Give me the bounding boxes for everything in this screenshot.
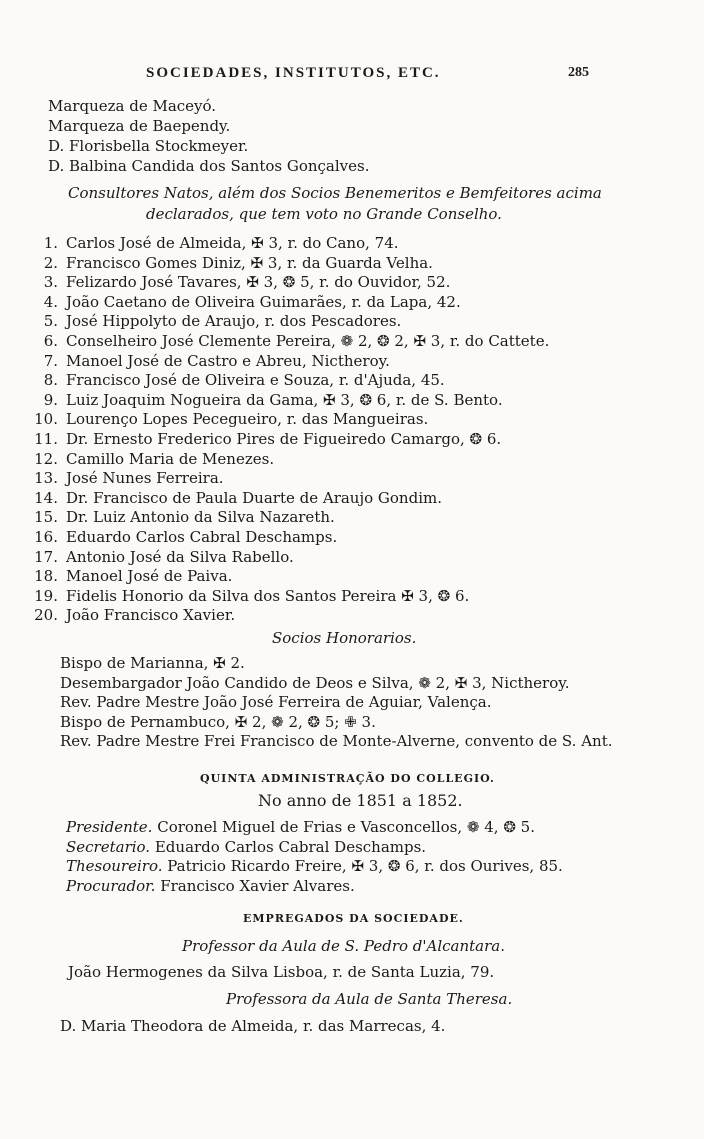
admin-role: Presidente. — [66, 818, 153, 836]
honorario-item: Rev. Padre Mestre João José Ferreira de Aguiar, Valença. — [60, 693, 492, 711]
honorario-item: Desembargador João Candido de Deos e Silva, ❁ 2, ✠ 3, Nictheroy. — [60, 673, 570, 692]
item-text: Conselheiro José Clemente Pereira, ❁ 2, ❂ 2, ✠ 3, r. do Cattete. — [66, 332, 550, 350]
item-number: 15. — [34, 508, 58, 527]
item-number: 17. — [34, 547, 58, 566]
consultor-item — [30, 469, 224, 487]
item-number: 13. — [34, 469, 58, 488]
member-line: Marqueza de Baependy. — [48, 117, 231, 135]
consultor-item — [30, 567, 232, 585]
empregados-heading: EMPREGADOS DA SOCIEDADE. — [243, 912, 464, 925]
item-number: 19. — [34, 586, 58, 605]
consultor-item — [30, 489, 442, 507]
admin-text: Patricio Ricardo Freire, ✠ 3, ❂ 6, r. dos Ourives, 85. — [167, 857, 563, 875]
item-text: Antonio José da Silva Rabello. — [66, 547, 294, 566]
consultores-heading-cont: declarados, que tem voto no Grande Conselho. — [146, 205, 502, 223]
item-number: 3. — [43, 273, 58, 292]
consultor-item — [30, 293, 461, 311]
item-text: José Hippolyto de Araujo, r. dos Pescadores. — [66, 312, 402, 331]
page-number: 285 — [568, 65, 589, 80]
consultor-item — [30, 508, 335, 526]
item-number: 20. — [34, 606, 58, 625]
professor-entry: João Hermogenes da Silva Lisboa, r. de Santa Luzia, 79. — [68, 963, 495, 981]
consultor-item — [30, 548, 294, 566]
item-number: 9. — [43, 390, 58, 409]
professora-heading: Professora da Aula de Santa Theresa. — [226, 990, 513, 1008]
item-number: 1. — [43, 234, 58, 252]
consultor-item — [30, 391, 503, 409]
consultor-item — [30, 587, 469, 605]
item-number: 5. — [43, 312, 58, 331]
admin-text: Coronel Miguel de Frias e Vasconcellos, ❁ 4, ❂ 5. — [157, 818, 535, 836]
honorarios-heading: Socios Honorarios. — [272, 629, 417, 647]
administracao-heading: QUINTA ADMINISTRAÇÃO DO COLLEGIO. — [200, 772, 495, 785]
professora-entry: D. Maria Theodora de Almeida, r. das Marrecas, 4. — [60, 1017, 446, 1035]
item-text: João Caetano de Oliveira Guimarães, r. da Lapa, 42. — [66, 292, 461, 311]
item-number: 4. — [43, 292, 58, 311]
item-text: João Francisco Xavier. — [66, 606, 236, 625]
item-text: Dr. Luiz Antonio da Silva Nazareth. — [66, 508, 335, 527]
item-text: Francisco Gomes Diniz, ✠ 3, r. da Guarda Velha. — [66, 253, 433, 272]
consultor-item — [30, 332, 549, 350]
item-text: Carlos José de Almeida, ✠ 3, r. do Cano, 74. — [66, 234, 399, 252]
item-text: Eduardo Carlos Cabral Deschamps. — [66, 528, 338, 546]
consultor-item — [30, 312, 401, 330]
member-line: D. Balbina Candida dos Santos Gonçalves. — [48, 157, 370, 175]
admin-role: Thesoureiro. — [66, 857, 163, 875]
item-number: 2. — [43, 253, 58, 272]
item-number: 11. — [34, 430, 58, 448]
honorario-item: Bispo de Pernambuco, ✠ 2, ❁ 2, ❂ 5; ✙ 3. — [60, 712, 376, 731]
consultor-item — [30, 528, 337, 546]
consultor-item — [30, 254, 433, 272]
item-text: Francisco José de Oliveira e Souza, r. d'Ajuda, 45. — [66, 371, 445, 390]
item-text: Fidelis Honorio da Silva dos Santos Pereira ✠ 3, ❂ 6. — [66, 586, 470, 605]
admin-item — [66, 818, 535, 836]
consultor-item — [30, 450, 274, 468]
admin-text: Eduardo Carlos Cabral Deschamps. — [154, 837, 427, 856]
admin-item — [66, 838, 426, 856]
item-text: Manoel José de Paiva. — [66, 567, 233, 586]
item-number: 12. — [34, 449, 58, 468]
consultor-item — [30, 371, 445, 389]
item-number: 18. — [34, 567, 58, 586]
item-text: Felizardo José Tavares, ✠ 3, ❂ 5, r. do Ouvidor, 52. — [66, 273, 451, 292]
item-text: Dr. Francisco de Paula Duarte de Araujo Gondim. — [66, 488, 442, 507]
item-text: José Nunes Ferreira. — [66, 469, 224, 488]
admin-item — [66, 877, 355, 895]
admin-text: Francisco Xavier Alvares. — [160, 876, 355, 895]
admin-role: Secretario. — [66, 837, 151, 856]
consultor-item — [30, 234, 399, 252]
item-text: Dr. Ernesto Frederico Pires de Figueiredo Camargo, ❂ 6. — [66, 430, 502, 448]
consultor-item — [30, 606, 235, 624]
admin-item — [66, 857, 563, 875]
honorario-item: Rev. Padre Mestre Frei Francisco de Monte-Alverne, convento de S. Ant. — [60, 732, 613, 750]
item-number: 16. — [34, 528, 58, 546]
item-number: 10. — [34, 410, 58, 429]
member-line: D. Florisbella Stockmeyer. — [48, 137, 249, 155]
professor-heading: Professor da Aula de S. Pedro d'Alcantara. — [182, 937, 506, 955]
consultor-item — [30, 410, 428, 428]
consultores-heading: Consultores Natos, além dos Socios Benemeritos e Bemfeitores acima — [68, 184, 602, 202]
item-number: 14. — [34, 488, 58, 507]
member-line: Marqueza de Maceyó. — [48, 97, 217, 115]
running-header: SOCIEDADES, INSTITUTOS, ETC. — [146, 65, 441, 81]
item-text: Manoel José de Castro e Abreu, Nictheroy. — [66, 351, 390, 370]
consultor-item — [30, 430, 501, 448]
item-text: Lourenço Lopes Pecegueiro, r. das Mangueiras. — [66, 410, 429, 429]
administracao-year: No anno de 1851 a 1852. — [258, 791, 463, 810]
consultor-item — [30, 273, 450, 291]
item-text: Luiz Joaquim Nogueira da Gama, ✠ 3, ❂ 6, r. de S. Bento. — [66, 390, 503, 409]
consultor-item — [30, 352, 390, 370]
item-text: Camillo Maria de Menezes. — [66, 449, 275, 468]
item-number: 8. — [43, 371, 58, 390]
honorario-item: Bispo de Marianna, ✠ 2. — [60, 654, 245, 672]
item-number: 6. — [43, 332, 58, 350]
item-number: 7. — [43, 351, 58, 370]
admin-role: Procurador. — [66, 876, 156, 895]
